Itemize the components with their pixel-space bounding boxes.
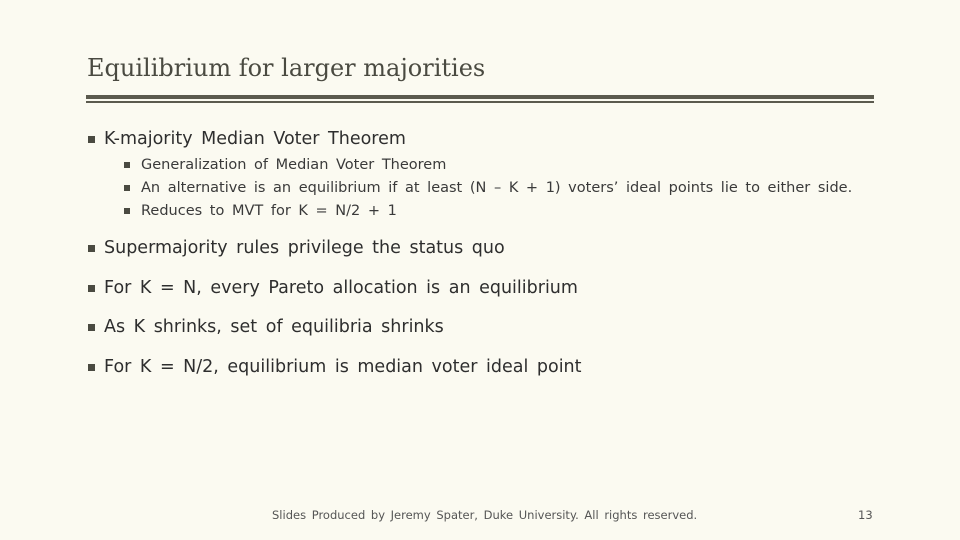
- square-bullet-icon: [88, 285, 95, 292]
- sub-bullet-text: Reduces to MVT for K = N/2 + 1: [141, 203, 397, 219]
- page-number: 13: [858, 508, 873, 522]
- square-bullet-icon: [88, 136, 95, 143]
- square-bullet-icon: [88, 364, 95, 371]
- bullet-text: K-majority Median Voter Theorem: [104, 129, 406, 149]
- square-bullet-icon: [124, 162, 130, 168]
- sub-bullet-item: [124, 180, 852, 196]
- square-bullet-icon: [88, 324, 95, 331]
- bullet-item: [88, 278, 578, 298]
- bullet-item: [88, 238, 505, 258]
- square-bullet-icon: [88, 245, 95, 252]
- square-bullet-icon: [124, 208, 130, 214]
- square-bullet-icon: [124, 185, 130, 191]
- sub-bullet-text: Generalization of Median Voter Theorem: [141, 157, 447, 173]
- sub-bullet-item: [124, 203, 397, 219]
- title-divider-thin: [86, 101, 874, 103]
- bullet-text: Supermajority rules privilege the status quo: [104, 238, 505, 258]
- bullet-text: For K = N, every Pareto allocation is an equilibrium: [104, 278, 578, 298]
- bullet-item: [88, 357, 582, 377]
- slide-footer: Slides Produced by Jeremy Spater, Duke University. All rights reserved.: [272, 508, 698, 522]
- bullet-item: [88, 317, 444, 337]
- sub-bullet-item: [124, 157, 446, 173]
- sub-bullet-text: An alternative is an equilibrium if at least (N – K + 1) voters’ ideal points lie to either side.: [141, 180, 853, 196]
- bullet-text: For K = N/2, equilibrium is median voter ideal point: [104, 357, 582, 377]
- slide-title: Equilibrium for larger majorities: [87, 54, 486, 82]
- bullet-text: As K shrinks, set of equilibria shrinks: [104, 317, 444, 337]
- title-divider-thick: [86, 95, 874, 99]
- bullet-item: [88, 129, 406, 149]
